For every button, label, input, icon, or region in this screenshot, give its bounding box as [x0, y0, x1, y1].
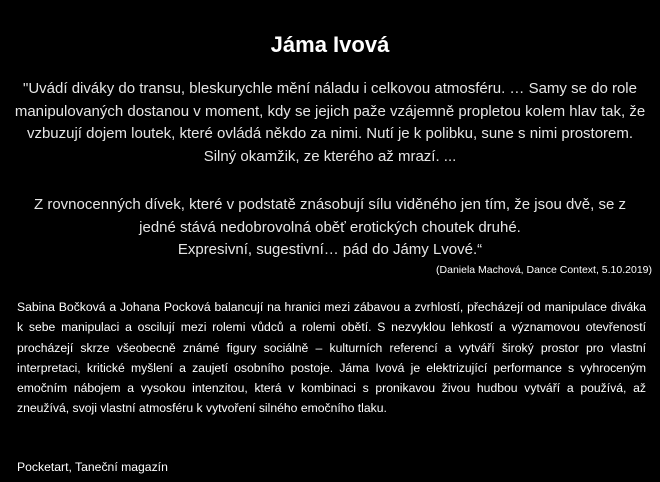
- page-title: Jáma Ivová: [270, 32, 390, 57]
- quote-paragraph-2: [14, 194, 646, 262]
- description-paragraph: Sabina Bočková a Johana Pocková balancují na hranici mezi zábavou a zvrhlostí, přecházejí od manipulace diváka k sebe manipulaci a oscilují mezi rolemi vůdců a rolemi obětí. S nezvyklou lehkostí a významovou otevřeností procházejí skrze všeobecně známé figury sociálně – kulturních referencí a vytváří široký prostor pro vlastní interpretaci, kritické myšlení a zaujetí osobního postoje. Jáma Ivová je elektrizující performance s vyhroceným emočním nábojem a vysokou intenzitou, která v kombinaci s pronikavou živou hudbou vytváří a používá, až zneužívá, svoji vlastní atmosféru k vytvoření silného emočního tlaku.: [17, 300, 646, 416]
- quote-paragraph-2-line-2: Expresivní, sugestivní… pád do Jámy Lvové.“: [177, 241, 483, 258]
- quote-attribution: (Daniela Machová, Dance Context, 5.10.2019): [436, 264, 652, 276]
- source-credits: Pocketart, Taneční magazín: [17, 460, 168, 474]
- quote-paragraph-1: "Uvádí diváky do transu, bleskurychle mění náladu i celkovou atmosféru. … Samy se do role manipulovaných dostanou v moment, kdy se jejich paže vzájemně propletou kolem hlav tak, že vzbuzují dojem loutek, které ovládá někdo za nimi. Nutí je k polibku, sune s nimi prostorem. Silný okamžik, ze kterého až mrazí. ...: [14, 80, 646, 165]
- quote-paragraph-2-line-1: Z rovnocenných dívek, které v podstatě znásobují sílu viděného jen tím, že jsou dvě, se z jedné stává nedobrovolná oběť erotických choutek druhé.: [34, 196, 626, 236]
